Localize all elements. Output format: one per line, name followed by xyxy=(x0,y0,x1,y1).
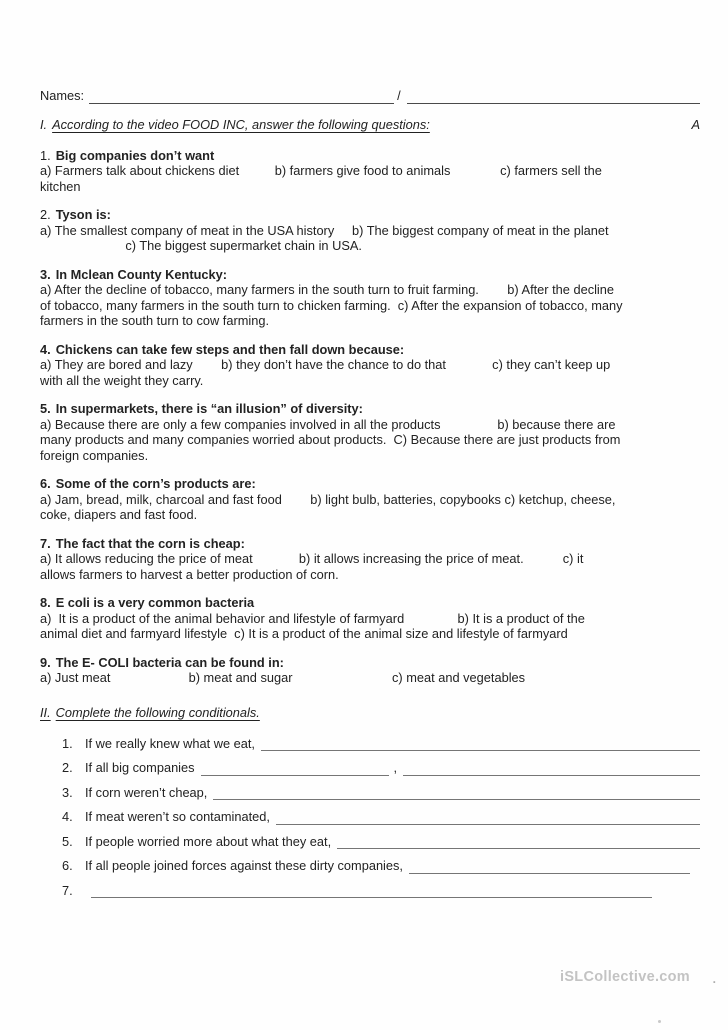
answer-blank xyxy=(213,795,700,800)
islcollective-watermark: iSLCollective.com xyxy=(560,969,690,985)
question-7 xyxy=(40,536,700,583)
question-options-line: farmers in the south turn to cow farming. xyxy=(40,313,270,328)
item-text: If we really knew what we eat, xyxy=(85,735,255,751)
question-title: Some of the corn’s products are: xyxy=(55,476,256,491)
question-title: The fact that the corn is cheap: xyxy=(55,535,245,551)
question-options-line: a) After the decline of tobacco, many farmers in the south turn to fruit farming. b) After the decline xyxy=(40,282,615,297)
question-heading xyxy=(40,207,700,223)
question-heading xyxy=(40,595,700,611)
question-heading xyxy=(40,536,700,552)
answer-blank xyxy=(403,771,700,776)
section1-heading xyxy=(40,117,700,133)
question-9 xyxy=(40,655,700,686)
item-text: If all big companies xyxy=(85,760,195,775)
question-title: Big companies don’t want xyxy=(55,147,215,163)
section2-title-line xyxy=(40,705,260,721)
item-number: 3. xyxy=(62,784,73,800)
answer-blank xyxy=(337,844,700,849)
answer-blank xyxy=(276,820,700,825)
question-options-line: a) They are bored and lazy b) they don’t have the chance to do that c) they can’t keep up xyxy=(40,357,611,372)
corner-letter: A xyxy=(691,116,700,132)
question-title: In Mclean County Kentucky: xyxy=(55,266,228,282)
question-title: Chickens can take few steps and then fall down because: xyxy=(55,341,405,357)
conditional-item-6 xyxy=(40,858,700,874)
question-heading xyxy=(40,342,700,358)
question-options-line: a) It allows reducing the price of meat b) it allows increasing the price of meat. c) it xyxy=(40,551,584,566)
question-options-line: foreign companies. xyxy=(40,447,149,463)
answer-blank xyxy=(261,746,700,751)
question-title: E coli is a very common bacteria xyxy=(55,595,255,610)
section1-title-line xyxy=(40,117,430,133)
names-row xyxy=(40,88,700,104)
question-options-line: kitchen xyxy=(40,178,81,194)
question-title: In supermarkets, there is “an illusion” of diversity: xyxy=(55,401,363,416)
question-1 xyxy=(40,148,700,195)
question-heading xyxy=(40,148,700,164)
question-options-line: a) The smallest company of meat in the USA history b) The biggest company of meat in the planet xyxy=(40,222,609,238)
conditional-item-4 xyxy=(40,809,700,825)
question-heading xyxy=(40,655,700,671)
worksheet-page xyxy=(40,88,700,907)
item-text: If people worried more about what they eat, xyxy=(85,833,332,849)
question-number: 9. xyxy=(40,654,51,670)
question-options-line: allows farmers to harvest a better production of corn. xyxy=(40,566,339,582)
section2-title: Complete the following conditionals. xyxy=(55,704,260,720)
conditionals-list xyxy=(40,736,700,899)
question-number: 7. xyxy=(40,535,51,551)
item-separator: , xyxy=(393,760,398,775)
question-number: 5. xyxy=(40,401,51,416)
question-number: 4. xyxy=(40,341,51,357)
item-number: 1. xyxy=(62,735,73,751)
item-text: If all people joined forces against these dirty companies, xyxy=(85,858,403,873)
scan-speck xyxy=(658,1020,661,1023)
question-options-line: many products and many companies worried about products. C) Because there are just products from xyxy=(40,432,621,447)
section2 xyxy=(40,705,700,899)
section1-title: According to the video FOOD INC, answer the following questions: xyxy=(52,116,430,132)
question-heading xyxy=(40,476,700,492)
question-6 xyxy=(40,476,700,523)
conditional-item-7 xyxy=(40,883,700,899)
answer-blank xyxy=(409,869,690,874)
names-blank-1 xyxy=(89,99,394,104)
item-number: 7. xyxy=(62,882,73,898)
question-options-line: a) It is a product of the animal behavior and lifestyle of farmyard b) It is a product of the xyxy=(40,610,585,626)
answer-blank xyxy=(201,771,389,776)
item-text: If corn weren’t cheap, xyxy=(85,784,208,800)
item-number: 5. xyxy=(62,833,73,849)
question-4 xyxy=(40,342,700,389)
question-options-line: a) Because there are only a few companies involved in all the products b) because there are xyxy=(40,416,616,432)
section2-heading xyxy=(40,705,700,721)
names-blank-2 xyxy=(407,99,700,104)
conditional-item-2 xyxy=(40,760,700,776)
question-title: Tyson is: xyxy=(55,207,111,222)
item-text: If meat weren’t so contaminated, xyxy=(85,809,270,824)
question-number: 2. xyxy=(40,207,51,222)
question-heading xyxy=(40,267,700,283)
section1-prefix: I. xyxy=(40,116,48,132)
question-number: 8. xyxy=(40,595,51,610)
question-2 xyxy=(40,207,700,254)
item-number: 2. xyxy=(62,760,73,775)
question-options-line: with all the weight they carry. xyxy=(40,372,204,388)
conditional-item-1 xyxy=(40,736,700,752)
answer-blank xyxy=(91,893,652,898)
question-options-line: animal diet and farmyard lifestyle c) It is a product of the animal size and lifestyle of farmyard xyxy=(40,626,568,641)
question-5 xyxy=(40,401,700,463)
conditional-item-3 xyxy=(40,785,700,801)
question-options-line: a) Farmers talk about chickens diet b) farmers give food to animals c) farmers sell the xyxy=(40,163,602,178)
question-options-line: coke, diapers and fast food. xyxy=(40,507,198,522)
question-options-line: a) Jam, bread, milk, charcoal and fast food b) light bulb, batteries, copybooks c) ketchup, cheese, xyxy=(40,491,616,507)
question-options-line: c) The biggest supermarket chain in USA. xyxy=(40,238,362,253)
question-title: The E- COLI bacteria can be found in: xyxy=(55,654,284,670)
question-options-line: of tobacco, many farmers in the south turn to chicken farming. c) After the expansion of tobacco, many xyxy=(40,297,623,313)
question-number: 1. xyxy=(40,147,51,163)
names-separator: / xyxy=(397,88,401,103)
names-label: Names: xyxy=(40,88,85,103)
question-3 xyxy=(40,267,700,329)
question-number: 3. xyxy=(40,266,51,282)
conditional-item-5 xyxy=(40,834,700,850)
item-number: 6. xyxy=(62,858,73,873)
item-number: 4. xyxy=(62,809,73,824)
footer-dot: . xyxy=(712,972,716,986)
question-number: 6. xyxy=(40,476,51,491)
question-heading xyxy=(40,401,700,417)
section2-prefix: II. xyxy=(40,704,51,720)
question-options-line: a) Just meat b) meat and sugar c) meat and vegetables xyxy=(40,670,526,685)
question-8 xyxy=(40,595,700,642)
